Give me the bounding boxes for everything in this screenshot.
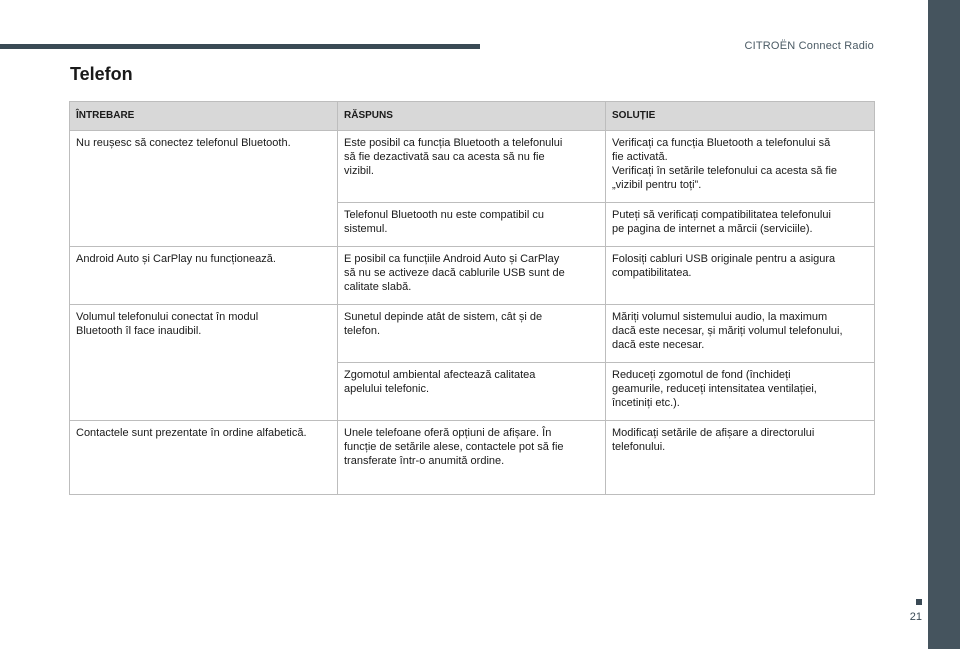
answer-cell xyxy=(338,421,606,495)
solution-cell xyxy=(606,421,875,495)
table-row xyxy=(70,247,875,305)
question-text: Nu reușesc să conectez telefonul Bluetooth. xyxy=(76,137,291,149)
solution-text: Măriți volumul sistemului audio, la maximum dacă este necesar, și măriți volumul telefonului, dacă este necesar. xyxy=(612,311,843,351)
solution-text: Reduceți zgomotul de fond (închideți geamurile, reduceți intensitatea ventilației, încetiniți etc.). xyxy=(612,369,817,409)
brand-label: CITROËN Connect Radio xyxy=(744,40,874,52)
solution-text: Verificați ca funcția Bluetooth a telefonului să fie activată. Verificați în setările telefonului ca acesta să fie „vizibil pentru toți”. xyxy=(612,137,838,191)
answer-cell xyxy=(338,247,606,305)
page-marker xyxy=(916,599,922,605)
solution-cell xyxy=(606,305,875,363)
question-cell xyxy=(70,247,338,305)
question-cell xyxy=(70,131,338,247)
answer-text: Unele telefoane oferă opțiuni de afișare. În funcție de setările alese, contactele pot să fie transferate într-o anumită ordine. xyxy=(344,427,564,467)
table-header-row xyxy=(70,102,875,131)
page-number: 21 xyxy=(909,611,922,623)
troubleshooting-table xyxy=(69,101,875,495)
solution-text: Puteți să verificați compatibilitatea telefonului pe pagina de internet a mărcii (serviciile). xyxy=(612,209,831,235)
solution-cell xyxy=(606,247,875,305)
question-cell xyxy=(70,305,338,421)
question-text: Android Auto și CarPlay nu funcționează. xyxy=(76,253,276,265)
solution-text: Modificați setările de afișare a directorului telefonului. xyxy=(612,427,815,453)
column-header-question: ÎNTREBARE xyxy=(70,102,338,131)
answer-text: Este posibil ca funcția Bluetooth a telefonului să fie dezactivată sau ca acesta să nu fie vizibil. xyxy=(344,137,563,177)
answer-cell xyxy=(338,305,606,363)
question-text: Contactele sunt prezentate în ordine alfabetică. xyxy=(76,427,307,439)
page-title: Telefon xyxy=(70,64,133,84)
table-row xyxy=(70,421,875,495)
answer-cell xyxy=(338,203,606,247)
question-text: Volumul telefonului conectat în modul Bluetooth îl face inaudibil. xyxy=(76,311,259,337)
side-bar xyxy=(928,0,960,649)
answer-text: Sunetul depinde atât de sistem, cât și de telefon. xyxy=(344,311,543,337)
answer-text: Telefonul Bluetooth nu este compatibil cu sistemul. xyxy=(344,209,544,235)
table-row xyxy=(70,305,875,363)
answer-cell xyxy=(338,131,606,203)
column-header-solution: SOLUȚIE xyxy=(606,102,875,131)
solution-text: Folosiți cabluri USB originale pentru a asigura compatibilitatea. xyxy=(612,253,836,279)
question-cell xyxy=(70,421,338,495)
column-header-answer: RĂSPUNS xyxy=(338,102,606,131)
header-rule xyxy=(0,44,480,49)
solution-cell xyxy=(606,203,875,247)
answer-text: Zgomotul ambiental afectează calitatea apelului telefonic. xyxy=(344,369,536,395)
solution-cell xyxy=(606,131,875,203)
answer-text: E posibil ca funcțiile Android Auto și CarPlay să nu se activeze dacă cablurile USB sunt de calitate slabă. xyxy=(344,253,565,293)
answer-cell xyxy=(338,363,606,421)
solution-cell xyxy=(606,363,875,421)
table-row xyxy=(70,131,875,203)
